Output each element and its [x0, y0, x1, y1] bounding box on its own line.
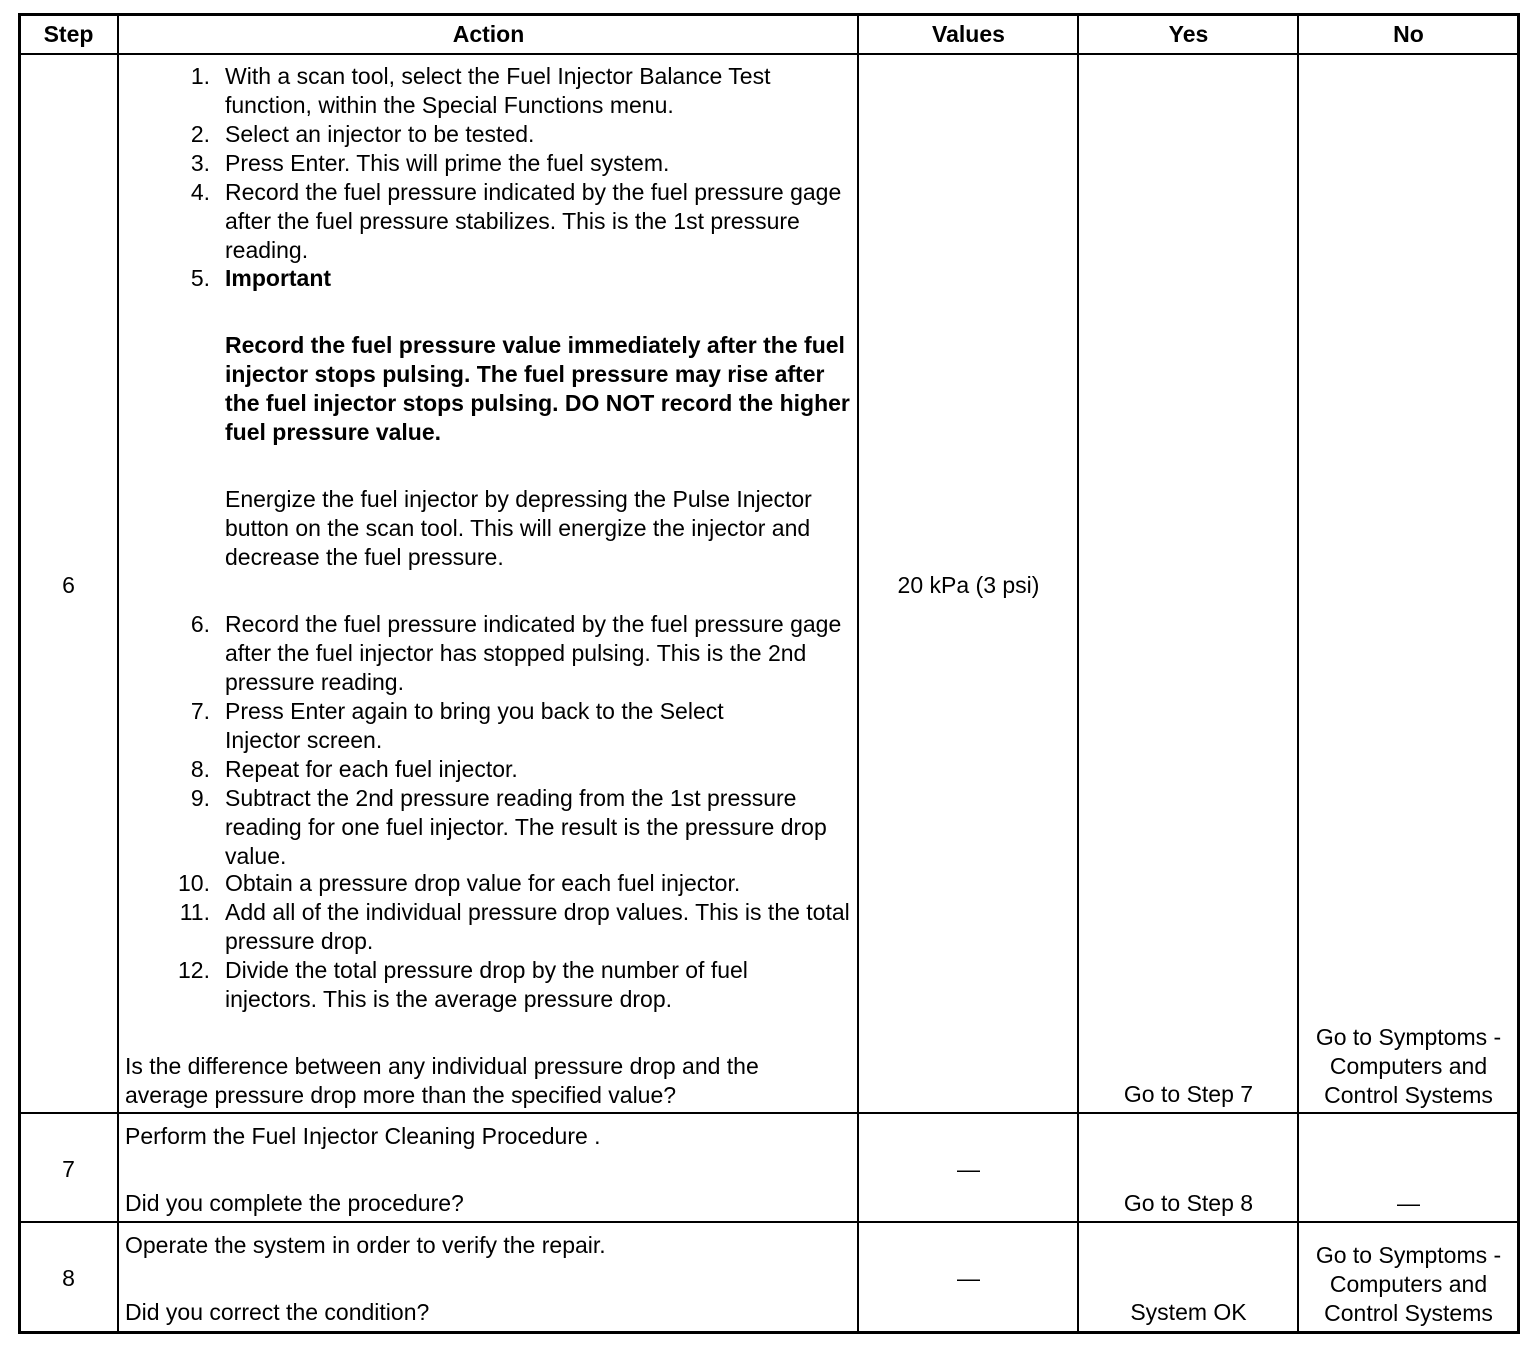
yes-outcome: Go to Step 7: [1123, 1081, 1254, 1107]
step-number: 6: [62, 572, 75, 598]
step-number: 7: [62, 1156, 75, 1182]
yes-outcome: System OK: [1130, 1299, 1247, 1325]
grid-line: [18, 1221, 1520, 1223]
grid-line: [857, 13, 859, 1334]
decision-question: Is the difference between any individual pressure drop and the average pressure drop more than the specified value?: [125, 1053, 759, 1108]
spec-value: 20 kPa (3 psi): [897, 572, 1040, 598]
grid-line: [1077, 13, 1079, 1334]
grid-line: [18, 53, 1520, 55]
header-no: No: [1393, 21, 1424, 47]
grid-line: [117, 13, 119, 1334]
action-text: Perform the Fuel Injector Cleaning Procedure .: [125, 1123, 601, 1149]
yes-outcome: Go to Step 8: [1123, 1190, 1254, 1216]
important-label: Important: [225, 265, 332, 291]
no-outcome: Go to Symptoms - Computers and Control Systems: [1315, 1024, 1502, 1108]
header-yes: Yes: [1168, 21, 1209, 47]
decision-question: Did you correct the condition?: [125, 1299, 430, 1325]
action-text: Operate the system in order to verify the repair.: [125, 1232, 606, 1258]
decision-question: Did you complete the procedure?: [125, 1190, 464, 1216]
spec-value: —: [957, 1265, 980, 1291]
no-outcome: —: [1397, 1190, 1420, 1216]
energize-instruction: Energize the fuel injector by depressing the Pulse Injector button on the scan tool. This will energize the injector and decrease the fuel pressure.: [225, 486, 812, 570]
spec-value: —: [957, 1156, 980, 1182]
grid-line: [1297, 13, 1299, 1334]
header-action: Action: [452, 21, 525, 47]
step-number: 8: [62, 1265, 75, 1291]
grid-line: [18, 1112, 1520, 1114]
header-step: Step: [43, 21, 94, 47]
header-values: Values: [932, 21, 1005, 47]
important-note: Record the fuel pressure value immediately after the fuel injector stops pulsing. The fuel pressure may rise after the fuel injector stops pulsing. DO NOT record the higher fuel pressure value.: [225, 332, 850, 445]
no-outcome: Go to Symptoms - Computers and Control Systems: [1315, 1242, 1502, 1326]
